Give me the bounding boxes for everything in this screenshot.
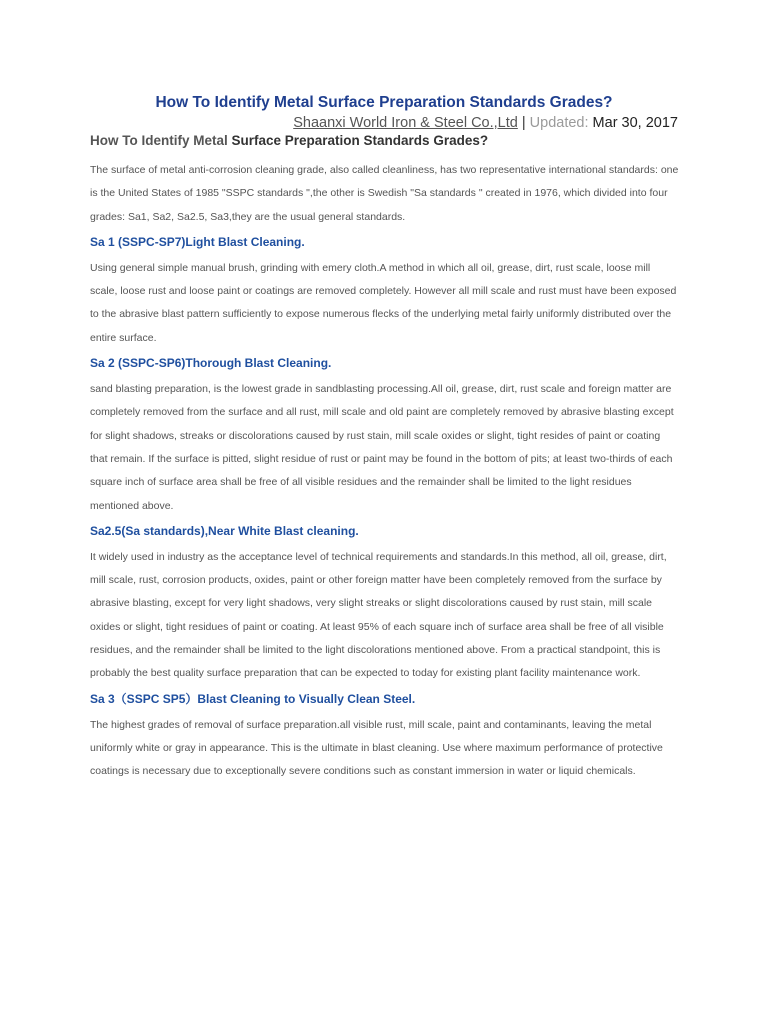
section-heading-sa1: Sa 1 (SSPC-SP7)Light Blast Cleaning. bbox=[90, 234, 305, 249]
article-content bbox=[90, 131, 680, 784]
section-heading-sa2: Sa 2 (SSPC-SP6)Thorough Blast Cleaning. bbox=[90, 356, 332, 371]
updated-label: Updated: bbox=[529, 115, 589, 131]
article-subtitle-part1: How To Identify Metal bbox=[90, 133, 232, 148]
section-heading-sa2-5: Sa2.5(Sa standards),Near White Blast cleaning. bbox=[90, 523, 359, 538]
updated-date: Mar 30, 2017 bbox=[592, 115, 678, 131]
author-link[interactable]: Shaanxi World Iron & Steel Co.,Ltd bbox=[293, 115, 518, 131]
document-title: How To Identify Metal Surface Preparation Standards Grades? bbox=[155, 94, 613, 111]
meta-separator: | bbox=[517, 115, 530, 131]
section-body-sa1: Using general simple manual brush, grinding with emery cloth.A method in which all oil, grease, dirt, rust scale, loose mill scale, loose rust and loose paint or coatings are removed completely. However all mill scale and rust must have been exposed to the abrasive blast pattern sufficiently to expose numerous flecks of the underlying metal fairly uniformly distributed over the entire surface. bbox=[90, 261, 677, 344]
section-body-sa3: The highest grades of removal of surface preparation.all visible rust, mill scale, paint and contaminants, leaving the metal uniformly white or gray in appearance. This is the ultimate in blast cleaning. Use where maximum performance of protective coatings is necessary due to exceptionally severe conditions such as constant immersion in water or liquid chemicals. bbox=[90, 718, 663, 778]
section-heading-sa3: Sa 3（SSPC SP5）Blast Cleaning to Visually Clean Steel. bbox=[90, 691, 416, 706]
section-body-sa2-5: It widely used in industry as the acceptance level of technical requirements and standards.In this method, all oil, grease, dirt, mill scale, rust, corrosion products, oxides, paint or other foreign matter have been completely removed from the surface by abrasive blasting, except for very light shadows, very slight streaks or slight discolorations caused by rust stain, mill scale oxides or slight, tight residues of paint or coating. At least 95% of each square inch of surface area shall be free of all visible residues, and the remainder shall be limited to the light discolorations mentioned above. From a practical standpoint, this is probably the best quality surface preparation that can be expected to today for existing plant facility maintenance work. bbox=[90, 550, 667, 680]
article-subtitle-part2: Surface Preparation Standards Grades? bbox=[231, 133, 489, 148]
section-body-sa2: sand blasting preparation, is the lowest grade in sandblasting processing.All oil, grease, dirt, rust scale and foreign matter are completely removed from the surface and all rust, mill scale and old paint are completely removed by abrasive blasting except for slight shadows, streaks or discolorations caused by rust stain, mill scale oxides or slight, tight resides of paint or coating that remain. If the surface is pitted, slight residue of rust or paint may be found in the bottom of pits; at least two-thirds of each square inch of surface area shall be free of all visible residues and the remainder shall be limited to the light residues mentioned above. bbox=[90, 383, 674, 512]
article-subtitle bbox=[90, 131, 680, 151]
document-meta bbox=[90, 113, 678, 133]
intro-paragraph: The surface of metal anti-corrosion cleaning grade, also called cleanliness, has two representative international standards: one is the United States of 1985 "SSPC standards ",the other is Swedish "Sa standards " created in 1976, which divided into four grades: Sa1, Sa2, Sa2.5, Sa3,they are the usual general standards. bbox=[90, 164, 679, 223]
